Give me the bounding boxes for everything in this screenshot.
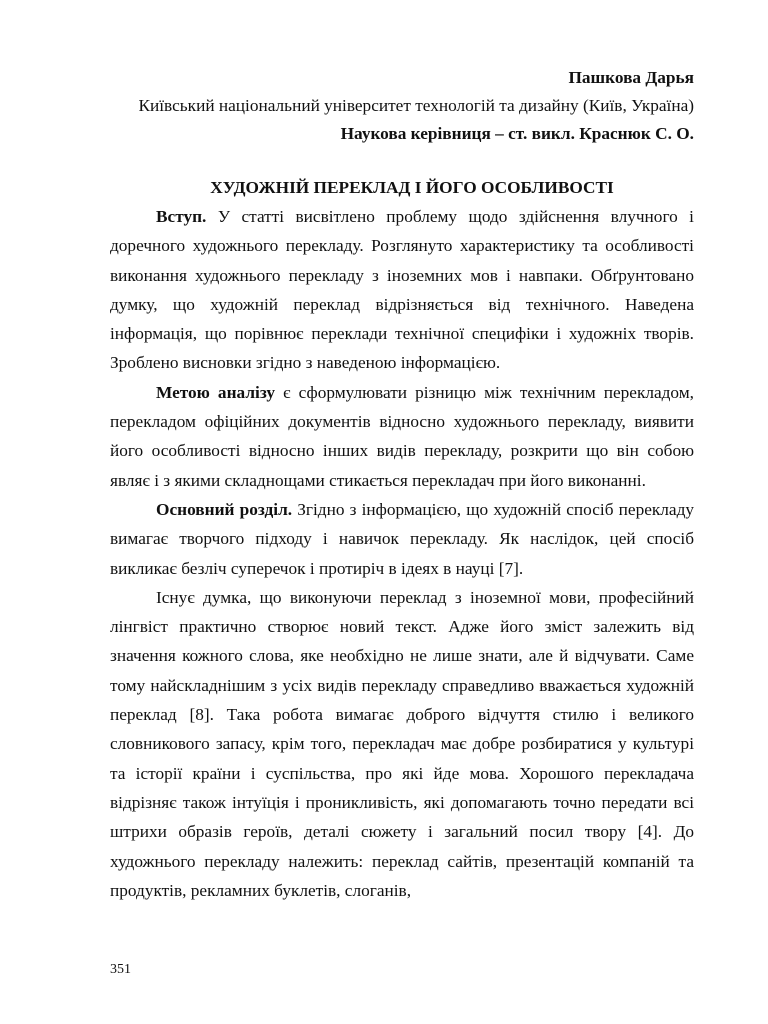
author-block [110, 64, 694, 148]
page-number: 351 [110, 962, 131, 977]
paragraph-text: Існує думка, що виконуючи переклад з іноземної мови, професійний лінгвіст практично створює новий текст. Адже його зміст залежить від значення кожного слова, яке необхідно не лише знати, але й відчувати. Саме тому найскладнішим з усіх видів перекладу справедливо вважається художній переклад [8]. Така робота вимагає доброго відчуття стилю і великого словникового запасу, крім того, перекладач має добре розбиратися у культурі та історії країни і суспільства, про які йде мова. Хорошого перекладача відрізняє також інтуїція і проникливість, які допомагають точно передати всі штрихи образів героїв, деталі сюжету і загальний посил твору [4]. До художнього перекладу належить: переклад сайтів, презентацій компаній та продуктів, рекламних буклетів, слоганів, [110, 587, 694, 900]
author-name: Пашкова Дарья [568, 68, 694, 87]
paragraph-lead: Вступ. [156, 207, 207, 226]
paragraph-text: Згідно з інформацією, що художній спосіб перекладу вимагає творчого підходу і навичок перекладу. Як наслідок, цей спосіб викликає безліч суперечок і протиріч в ідеях в науці [7]. [110, 499, 695, 578]
paragraph-lead: Метою аналізу [156, 382, 276, 402]
paragraph-aim [110, 378, 694, 495]
paragraph-introduction [110, 202, 694, 378]
paragraph-lead: Основний розділ. [156, 499, 293, 519]
article-title: ХУДОЖНІЙ ПЕРЕКЛАД І ЙОГО ОСОБЛИВОСТІ [210, 178, 614, 197]
paragraph-body [110, 583, 694, 905]
scientific-supervisor: Наукова керівниця – ст. викл. Краснюк С. О. [340, 124, 694, 143]
paragraph-text: У статті висвітлено проблему щодо здійснення влучного і доречного художнього перекладу. Розглянуто характеристику та особливості виконання художнього перекладу з іноземних мов і навпаки. Обґрунтовано думку, що художній переклад відрізняється від технічного. Наведена інформація, що порівнює переклади технічної специфіки і художніх творів. Зроблено висновки згідно з наведеною інформацією. [110, 207, 694, 373]
author-affiliation: Київський національний університет технологій та дизайну (Київ, Україна) [138, 96, 694, 115]
document-page [110, 64, 694, 905]
paragraph-text: є сформулювати різницю між технічним перекладом, перекладом офіційних документів відносно художнього перекладу, виявити його особливості відносно інших видів перекладу, розкрити що він собою являє і з якими складнощами стикається перекладач при його виконанні. [110, 382, 694, 490]
paragraph-main-section [110, 495, 694, 583]
